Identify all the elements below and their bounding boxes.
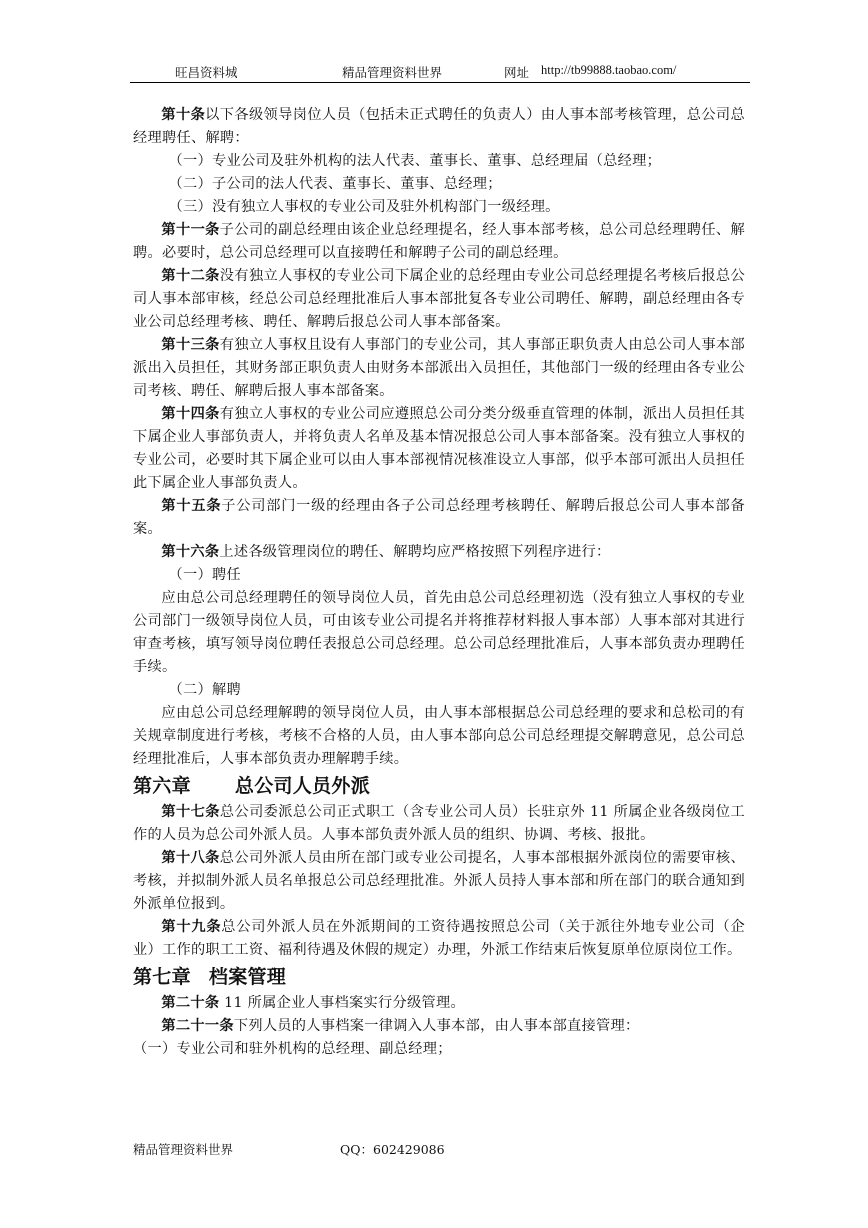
page-header xyxy=(130,60,750,83)
article-text: 子公司的副总经理由该企业总经理提名，经人事本部考核，总公司总经理聘任、解聘。必要时，总公司总经理可以直接聘任和解聘子公司的副总经理。 xyxy=(133,222,745,261)
article-text: 总公司外派人员在外派期间的工资待遇按照总公司（关于派往外地专业公司（企业）工作的职工工资、福利待遇及休假的规定）办理，外派工作结束后恢复原单位原岗位工作。 xyxy=(133,919,745,958)
article-text: 有独立人事权的专业公司应遵照总公司分类分级垂直管理的体制，派出人员担任其下属企业人事部负责人，并将负责人名单及基本情况报总公司人事本部备案。没有独立人事权的专业公司，必要时其下属企业可以由人事本部视情况核准设立人事部，似乎本部可派出人员担任此下属企业人事部负责人。 xyxy=(133,406,745,491)
article-20 xyxy=(133,992,745,1015)
article-number: 第十七条 xyxy=(161,804,220,820)
article-15 xyxy=(133,495,745,541)
chapter-title: 总公司人员外派 xyxy=(234,775,371,797)
article-text: 以下各级领导岗位人员（包括未正式聘任的负责人）由人事本部考核管理，总公司总经理聘任、解聘： xyxy=(133,107,745,146)
article-19 xyxy=(133,916,745,962)
article-21-item-1: （一）专业公司和驻外机构的总经理、副总经理； xyxy=(133,1041,452,1057)
article-18 xyxy=(133,847,745,916)
chapter-7-heading xyxy=(133,962,745,992)
article-text: 总公司委派总公司正式职工（含专业公司人员）长驻京外 11 所属企业各级岗位工作的人员为总公司外派人员。人事本部负责外派人员的组织、协调、考核、报批。 xyxy=(133,804,745,843)
header-site-name: 旺昌资料城 xyxy=(175,65,238,80)
footer-world-name: 精品管理资料世界 xyxy=(133,1142,234,1157)
article-21 xyxy=(133,1015,745,1038)
article-10-item-2: （二）子公司的法人代表、董事长、董事、总经理； xyxy=(168,176,502,192)
article-11 xyxy=(133,219,745,265)
header-url: http://tb99888.taobao.com/ xyxy=(541,63,677,77)
article-number: 第十八条 xyxy=(161,850,220,866)
article-14 xyxy=(133,403,745,495)
article-number: 第二十条 xyxy=(161,995,220,1011)
article-number: 第十六条 xyxy=(161,544,220,560)
article-text: 没有独立人事权的专业公司下属企业的总经理由专业公司总经理提名考核后报总公司人事本部审核，经总公司总经理批准后人事本部批复各专业公司聘任、解聘，副总经理由各专业公司总经理考核、聘任、解聘后报总公司人事本部备案。 xyxy=(133,268,745,330)
document-body xyxy=(133,104,745,1061)
article-16 xyxy=(133,541,745,564)
article-text: 上述各级管理岗位的聘任、解聘均应严格按照下列程序进行： xyxy=(219,544,611,560)
article-16-subhead-2: （二）解聘 xyxy=(168,682,241,698)
article-text: 11 所属企业人事档案实行分级管理。 xyxy=(219,995,465,1011)
article-number: 第十一条 xyxy=(161,222,220,238)
article-number: 第十二条 xyxy=(161,268,220,284)
article-10 xyxy=(133,104,745,150)
article-10-item-1: （一）专业公司及驻外机构的法人代表、董事长、董事、总经理届（总经理； xyxy=(168,153,662,169)
chapter-number: 第六章 xyxy=(133,775,191,797)
footer-qq: QQ：602429086 xyxy=(340,1142,445,1157)
article-10-item-3: （三）没有独立人事权的专业公司及驻外机构部门一级经理。 xyxy=(168,199,560,215)
article-text: 总公司外派人员由所在部门或专业公司提名，人事本部根据外派岗位的需要审核、考核，并拟制外派人员名单报总公司总经理批准。外派人员持人事本部和所在部门的联合通知到外派单位报到。 xyxy=(133,850,745,912)
article-12 xyxy=(133,265,745,334)
article-text: 子公司部门一级的经理由各子公司总经理考核聘任、解聘后报总公司人事本部备案。 xyxy=(133,498,745,537)
article-16-paragraph-1: 应由总公司总经理聘任的领导岗位人员，首先由总公司总经理初选（没有独立人事权的专业公司部门一级领导岗位人员，可由该专业公司提名并将推荐材料报人事本部）人事本部对其进行审查考核，填写领导岗位聘任表报总公司总经理。总公司总经理批准后，人事本部负责办理聘任手续。 xyxy=(133,590,745,675)
article-number: 第十九条 xyxy=(161,919,222,935)
article-16-subhead-1: （一）聘任 xyxy=(168,567,241,583)
article-number: 第十五条 xyxy=(161,498,222,514)
article-13 xyxy=(133,334,745,403)
chapter-title: 档案管理 xyxy=(208,966,287,988)
article-text: 下列人员的人事档案一律调入人事本部，由人事本部直接管理： xyxy=(233,1018,640,1034)
article-number: 第十三条 xyxy=(161,337,220,353)
article-number: 第二十一条 xyxy=(161,1018,234,1034)
header-world-name: 精品管理资料世界 xyxy=(342,65,443,80)
article-text: 有独立人事权且设有人事部门的专业公司，其人事部正职负责人由总公司人事本部派出入员担任，其财务部正职负责人由财务本部派出入员担任，其他部门一级的经理由各专业公司考核、聘任、解聘后报人事本部备案。 xyxy=(133,337,745,399)
article-number: 第十条 xyxy=(161,107,206,123)
article-17 xyxy=(133,801,745,847)
chapter-6-heading xyxy=(133,771,745,801)
chapter-number: 第七章 xyxy=(133,966,191,988)
header-url-label: 网址 xyxy=(504,65,530,80)
article-number: 第十四条 xyxy=(161,406,220,422)
article-16-paragraph-2: 应由总公司总经理解聘的领导岗位人员，由人事本部根据总公司总经理的要求和总松司的有关规章制度进行考核，考核不合格的人员，由人事本部向总公司总经理提交解聘意见，总公司总经理批准后，人事本部负责办理解聘手续。 xyxy=(133,705,745,767)
